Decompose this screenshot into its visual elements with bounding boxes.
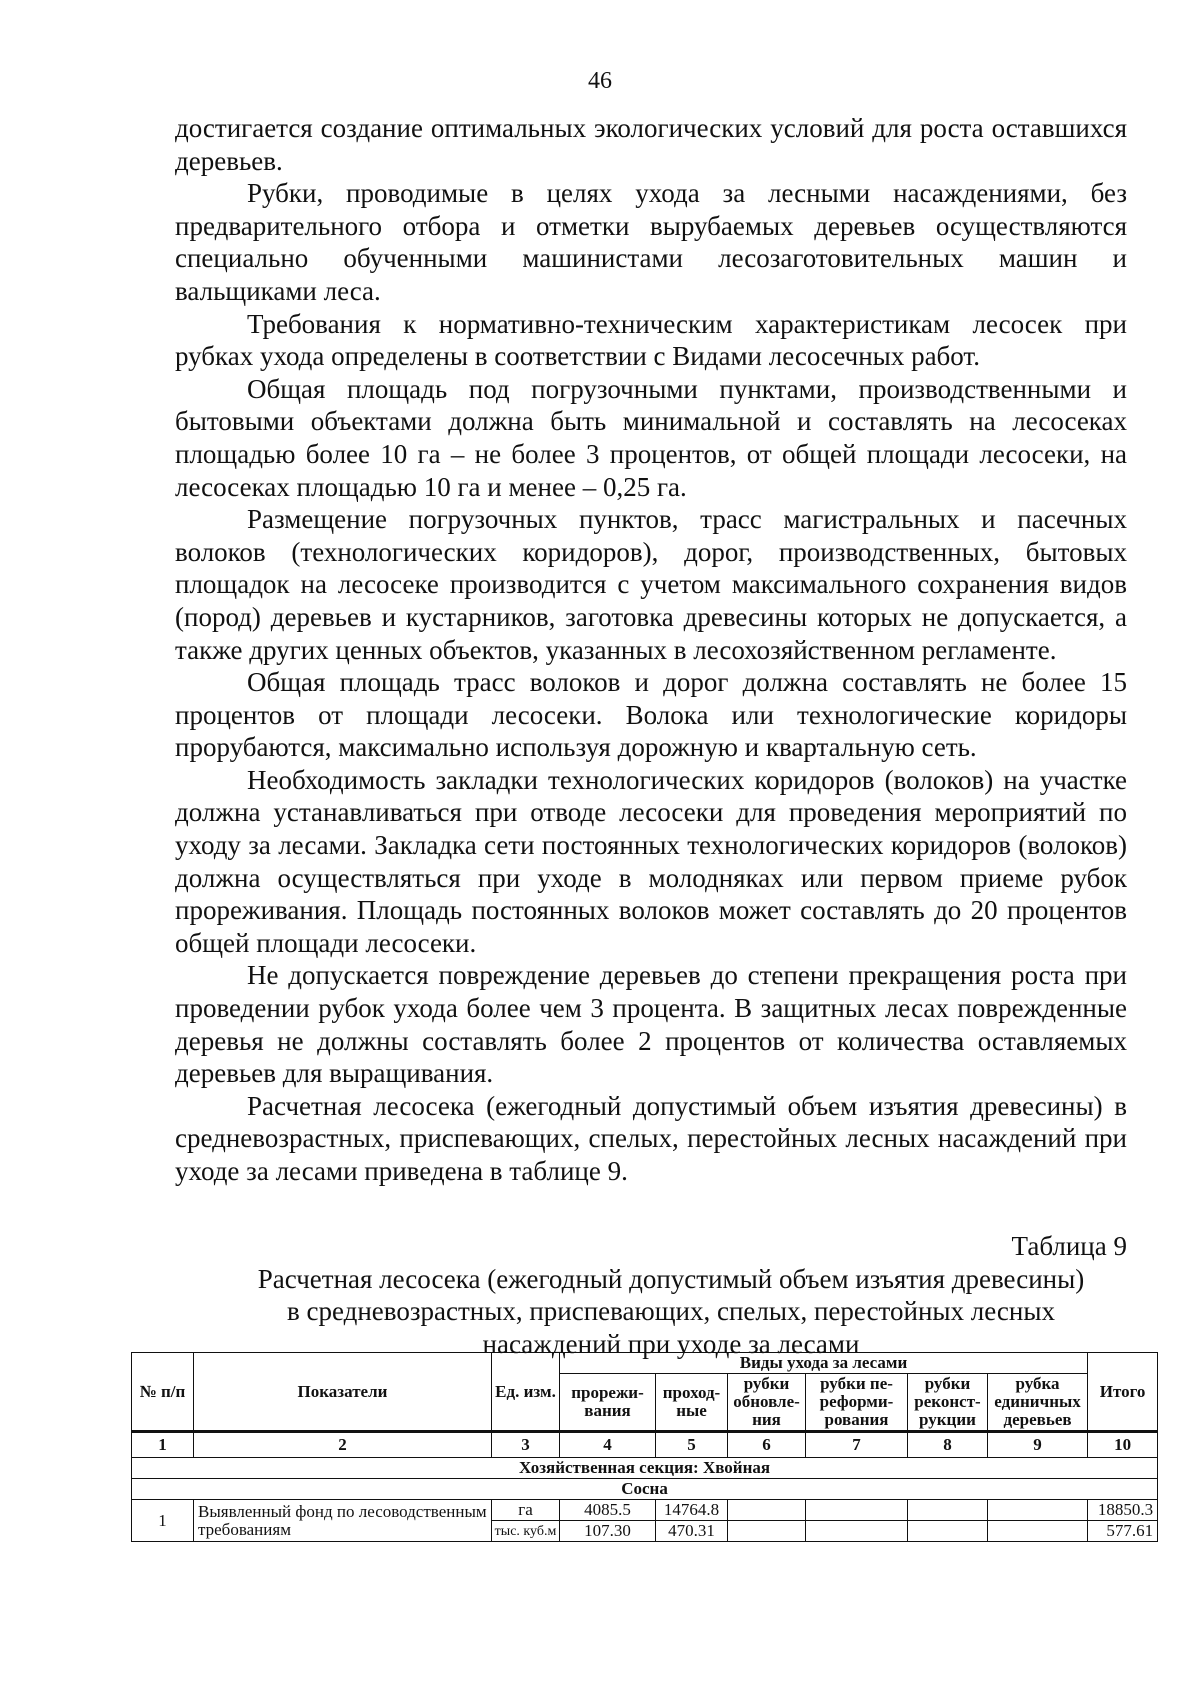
paragraph: Рубки, проводимые в целях ухода за лесными насаждениями, без предварительного отбора и отметки вырубаемых деревьев осуществляются специально обученными машинистами лесозаготовительных машин и вальщиками леса. [175, 178, 1127, 306]
value-cell [806, 1500, 908, 1521]
paragraph: Требования к нормативно-техническим характеристикам лесосек при рубках ухода определены в соответствии с Видами лесосечных работ. [175, 308, 1127, 372]
header-reconstruction: рубки реконст-рукции [908, 1374, 988, 1432]
row-number: 1 [132, 1500, 194, 1542]
table-title-line: Расчетная лесосека (ежегодный допустимый объем изъятия древесины) [257, 1263, 1085, 1294]
value-cell: 4085.5 [560, 1500, 656, 1521]
header-passage: проход-ные [656, 1374, 728, 1432]
value-cell [806, 1521, 908, 1542]
header-renewal: рубки обновле-ния [728, 1374, 806, 1432]
paragraph: Общая площадь трасс волоков и дорог должна составлять не более 15 процентов от площади лесосеки. Волока или технологические коридоры прорубаются, максимально используя дорожную и квартальную сеть. [175, 667, 1127, 763]
table-caption [175, 1230, 1127, 1360]
table-title-line: насаждений при уходе за лесами [482, 1328, 860, 1359]
header-row [132, 1353, 1158, 1374]
paragraph: Общая площадь под погрузочными пунктами, производственными и бытовыми объектами должна быть минимальной и составлять на лесосеках площадью более 10 га – не более 3 процентов, от общей площади лесосеки, на лесосеках площадью 10 га и менее – 0,25 га. [175, 373, 1127, 502]
paragraph: Необходимость закладки технологических коридоров (волоков) на участке должна устанавливаться при отводе лесосеки для проведения мероприятий по уходу за лесами. Закладка сети постоянных технологических коридоров (волоков) должна осуществляться при уходе в молодняках или первом приеме рубок прореживания. Площадь постоянных волоков может составлять до 20 процентов общей площади лесосеки. [175, 764, 1127, 958]
column-number: 3 [492, 1432, 560, 1458]
paragraph: Не допускается повреждение деревьев до степени прекращения роста при проведении рубок ухода более чем 3 процента. В защитных лесах поврежденные деревья не должны составлять более 2 процентов от количества оставляемых деревьев для выращивания. [175, 960, 1127, 1089]
column-number: 4 [560, 1432, 656, 1458]
header-indicators: Показатели [194, 1353, 492, 1432]
section-row [132, 1458, 1158, 1479]
paragraph: Размещение погрузочных пунктов, трасс магистральных и пасечных волоков (технологических коридоров), дорог, производственных, бытовых площадок на лесосеке производится с учетом максимального сохранения видов (пород) деревьев и кустарников, заготовка древесины которых не допускается, а также других ценных объектов, указанных в лесохозяйственном регламенте. [175, 504, 1127, 665]
section-label: Хозяйственная секция: Хвойная [132, 1458, 1158, 1479]
value-cell [728, 1521, 806, 1542]
page-number: 46 [588, 68, 612, 94]
header-reformation: рубки пе-реформи-рования [806, 1374, 908, 1432]
header-care-types: Виды ухода за лесами [560, 1353, 1088, 1374]
value-cell: 470.31 [656, 1521, 728, 1542]
header-num: № п/п [132, 1353, 194, 1432]
table-row [132, 1500, 1158, 1521]
value-cell [988, 1521, 1088, 1542]
paragraph: достигается создание оптимальных экологических условий для роста оставшихся деревьев. [175, 113, 1127, 176]
species-row [132, 1479, 1158, 1500]
column-number: 10 [1088, 1432, 1158, 1458]
header-total: Итого [1088, 1353, 1158, 1432]
column-number: 5 [656, 1432, 728, 1458]
column-number: 7 [806, 1432, 908, 1458]
value-cell [728, 1500, 806, 1521]
unit-cell: тыс. куб.м [492, 1521, 560, 1542]
body-text [175, 112, 1127, 1188]
column-number: 2 [194, 1432, 492, 1458]
value-cell: 107.30 [560, 1521, 656, 1542]
column-number-row [132, 1432, 1158, 1458]
species-label: Сосна [132, 1479, 1158, 1500]
value-cell: 14764.8 [656, 1500, 728, 1521]
value-cell [908, 1521, 988, 1542]
unit-cell: га [492, 1500, 560, 1521]
column-number: 6 [728, 1432, 806, 1458]
total-cell: 18850.3 [1088, 1500, 1158, 1521]
allowable-cut-table [131, 1352, 1158, 1542]
column-number: 9 [988, 1432, 1088, 1458]
value-cell [988, 1500, 1088, 1521]
row-indicator: Выявленный фонд по лесоводственным требованиям [194, 1500, 492, 1542]
table-number: Таблица 9 [1011, 1231, 1127, 1261]
header-unit: Ед. изм. [492, 1353, 560, 1432]
header-single-trees: рубка единичных деревьев [988, 1374, 1088, 1432]
header-thinning: прорежи-вания [560, 1374, 656, 1432]
table-title-line: в средневозрастных, приспевающих, спелых, перестойных лесных [286, 1296, 1055, 1327]
paragraph: Расчетная лесосека (ежегодный допустимый объем изъятия древесины) в средневозрастных, приспевающих, спелых, перестойных лесных насаждений при уходе за лесами приведена в таблице 9. [175, 1090, 1127, 1186]
column-number: 8 [908, 1432, 988, 1458]
column-number: 1 [132, 1432, 194, 1458]
value-cell [908, 1500, 988, 1521]
total-cell: 577.61 [1088, 1521, 1158, 1542]
